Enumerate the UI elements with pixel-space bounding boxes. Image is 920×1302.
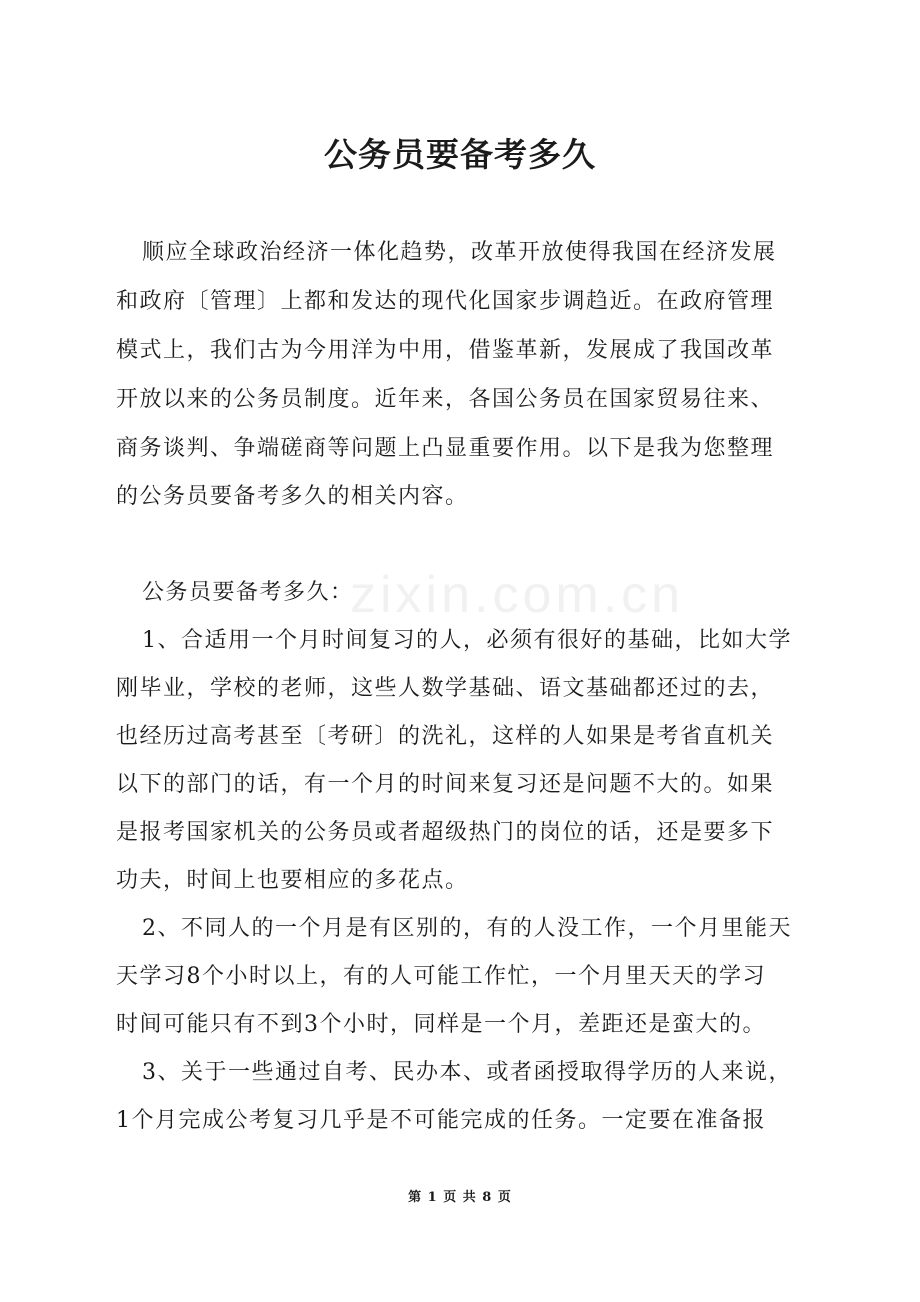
body-line: 的公务员要备考多久的相关内容。 — [116, 484, 469, 509]
body-line: 模式上，我们古为今用洋为中用，借鉴革新，发展成了我国改革 — [116, 338, 775, 363]
body-line: 功夫，时间上也要相应的多花点。 — [116, 868, 469, 893]
body-line: 时间可能只有不到3个小时，同样是一个月，差距还是蛮大的。 — [116, 1012, 766, 1037]
body-line: 天学习8个小时以上，有的人可能工作忙，一个月里天天的学习 — [116, 964, 766, 989]
body-line: 也经历过高考甚至〔考研〕的洗礼，这样的人如果是考省直机关 — [116, 724, 775, 749]
body-line: 顺应全球政治经济一体化趋势，改革开放使得我国在经济发展 — [142, 240, 777, 265]
section-heading: 公务员要备考多久： — [142, 580, 354, 605]
document-title: 公务员要备考多久 — [324, 135, 596, 174]
body-line: 是报考国家机关的公务员或者超级热门的岗位的话，还是要多下 — [116, 820, 775, 845]
body-line: 1、合适用一个月时间复习的人，必须有很好的基础，比如大学 — [142, 628, 792, 653]
watermark: zixin.com.cn — [350, 566, 685, 624]
body-line: 和政府〔管理〕上都和发达的现代化国家步调趋近。在政府管理 — [116, 289, 775, 314]
body-line: 2、不同人的一个月是有区别的，有的人没工作，一个月里能天 — [142, 916, 792, 941]
page-indicator: 第 1 页 共 8 页 — [408, 1190, 512, 1205]
body-line: 3、关于一些通过自考、民办本、或者函授取得学历的人来说， — [142, 1060, 792, 1085]
body-line: 开放以来的公务员制度。近年来，各国公务员在国家贸易往来、 — [116, 387, 775, 412]
body-line: 商务谈判、争端磋商等问题上凸显重要作用。以下是我为您整理 — [116, 436, 775, 461]
body-line: 1个月完成公考复习几乎是不可能完成的任务。一定要在准备报 — [116, 1108, 766, 1133]
body-line: 以下的部门的话，有一个月的时间来复习还是问题不大的。如果 — [116, 772, 775, 797]
body-line: 刚毕业，学校的老师，这些人数学基础、语文基础都还过的去， — [116, 676, 775, 701]
